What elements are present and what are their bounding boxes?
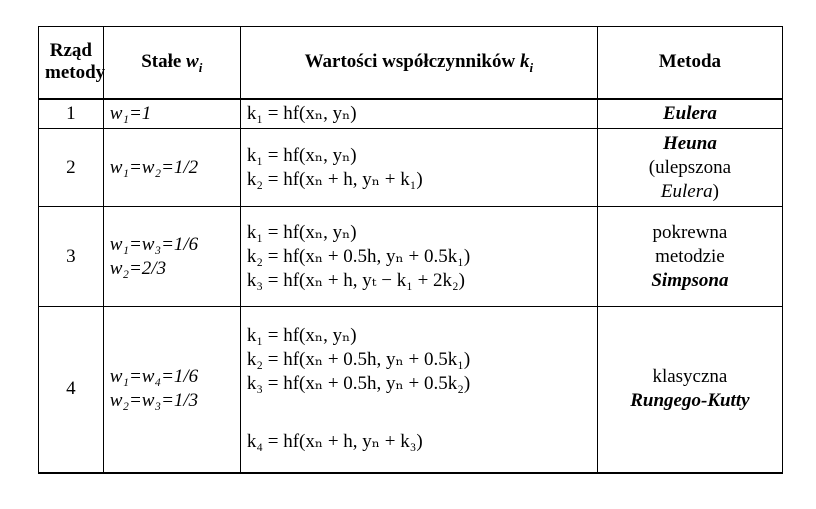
formula-line: k₁ = hf(xₙ, yₙ) (246, 325, 357, 347)
coefficients-cell (240, 207, 597, 307)
header-weights-var: w (186, 51, 199, 73)
weight-line: w₁=1 (109, 102, 152, 124)
method-line (604, 180, 776, 204)
header-method: Metoda (597, 27, 782, 99)
formula-line: k₂ = hf(xₙ + 0.5h, yₙ + 0.5k₁) (246, 245, 471, 267)
header-coefficients-var: k (519, 51, 530, 73)
weight-line: w₂=2/3 (109, 257, 167, 279)
method-line: Rungego-Kutty (630, 390, 750, 412)
weight-line: w₂=w₃=1/3 (109, 390, 199, 412)
method-line: Eulera (662, 102, 717, 124)
method-cell (597, 129, 782, 207)
formula-line: k₂ = hf(xₙ + h, yₙ + k₁) (246, 168, 423, 190)
header-weights (103, 27, 240, 99)
method-cell (597, 99, 782, 129)
formula-line: k₁ = hf(xₙ, yₙ) (246, 144, 357, 166)
formula-line: k₃ = hf(xₙ + h, yₜ − k₁ + 2k₂) (246, 269, 465, 291)
method-line: klasyczna (652, 366, 728, 388)
rk-methods-table (38, 26, 783, 474)
method-line-paren: ) (712, 180, 719, 202)
formula-line: k₁ = hf(xₙ, yₙ) (246, 221, 357, 243)
table-row (39, 99, 783, 129)
header-weights-text: Stałe (141, 51, 187, 73)
formula-spacer (247, 396, 591, 430)
method-line: pokrewna (652, 221, 728, 243)
table-row (39, 307, 783, 473)
weights-cell (103, 207, 240, 307)
table-row (39, 207, 783, 307)
formula-line: k₂ = hf(xₙ + 0.5h, yₙ + 0.5k₁) (246, 349, 471, 371)
method-line: Heuna (662, 132, 717, 154)
header-row (39, 27, 783, 99)
order-cell: 4 (39, 307, 104, 473)
order-cell: 3 (39, 207, 104, 307)
weights-cell (103, 307, 240, 473)
header-weights-sub: i (198, 60, 203, 76)
weight-line: w₁=w₂=1/2 (109, 156, 199, 178)
order-cell: 2 (39, 129, 104, 207)
formula-line: k₄ = hf(xₙ + h, yₙ + k₃) (246, 431, 423, 453)
method-line-italic: Eulera (660, 180, 713, 202)
formula-line: k₁ = hf(xₙ, yₙ) (246, 102, 357, 124)
weights-cell (103, 129, 240, 207)
header-coefficients-sub: i (529, 60, 534, 76)
method-line: Simpsona (651, 269, 729, 291)
coefficients-cell (240, 99, 597, 129)
header-coefficients (240, 27, 597, 99)
method-cell (597, 207, 782, 307)
weight-line: w₁=w₄=1/6 (109, 366, 199, 388)
header-order: Rząd metody (39, 27, 104, 99)
formula-line: k₃ = hf(xₙ + 0.5h, yₙ + 0.5k₂) (246, 373, 471, 395)
table-row (39, 129, 783, 207)
method-cell (597, 307, 782, 473)
weight-line: w₁=w₃=1/6 (109, 233, 199, 255)
order-cell: 1 (39, 99, 104, 129)
method-line: metodzie (655, 245, 725, 267)
header-coefficients-text: Wartości współczynników (304, 51, 520, 73)
weights-cell (103, 99, 240, 129)
coefficients-cell (240, 129, 597, 207)
method-line: (ulepszona (648, 156, 732, 178)
coefficients-cell (240, 307, 597, 473)
